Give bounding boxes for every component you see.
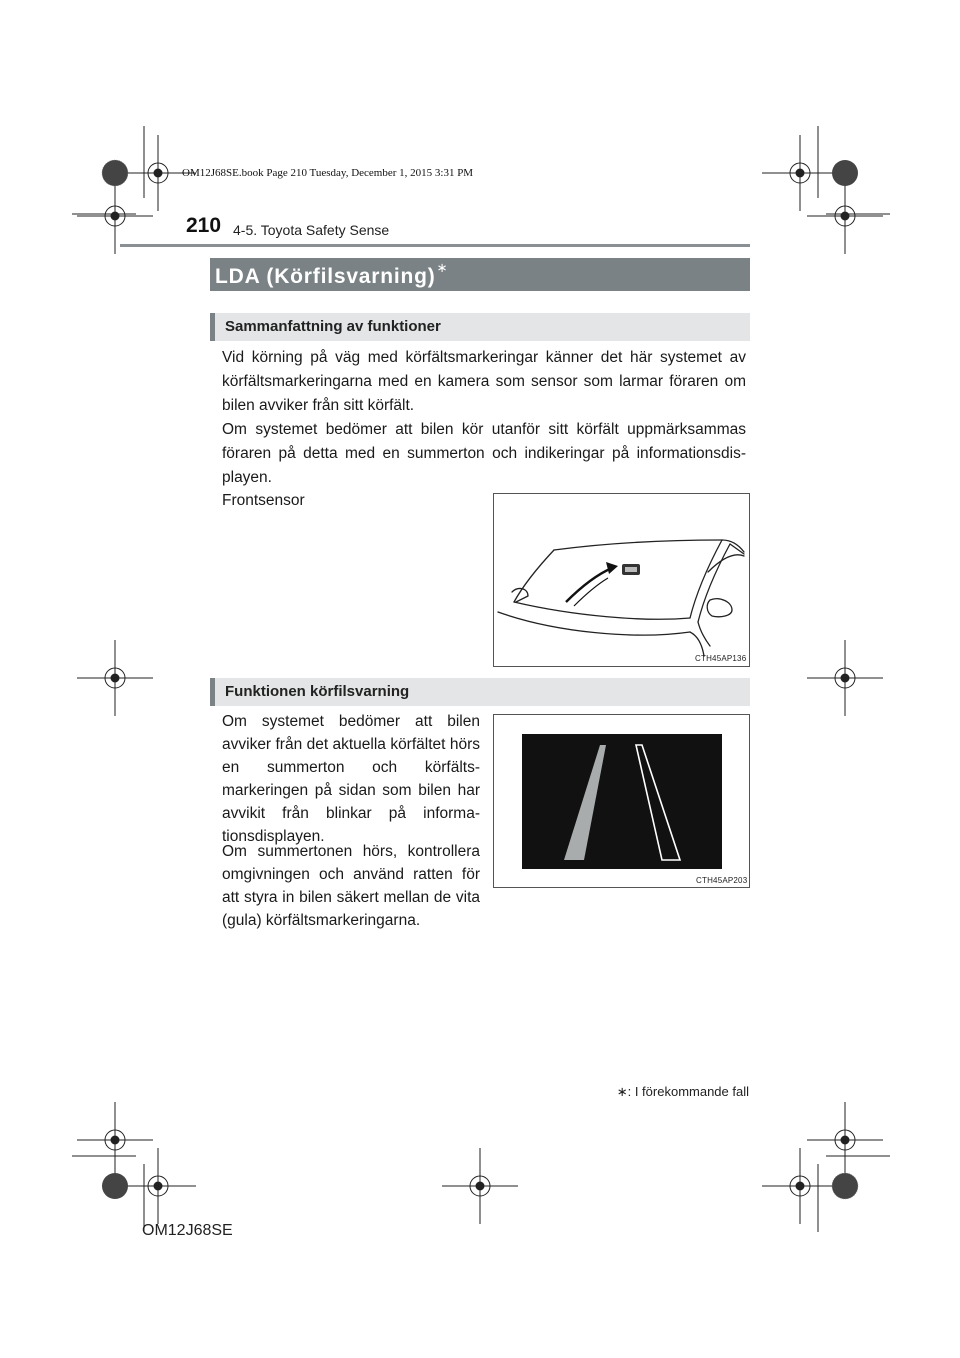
footnote-text: : I förekommande fall xyxy=(627,1084,749,1099)
windshield-figure xyxy=(493,493,750,667)
figure2-code: CTH45AP203 xyxy=(696,876,748,885)
lane-display-figure xyxy=(493,714,750,888)
main-title-text: LDA (Körfilsvarning) xyxy=(215,265,436,288)
figure1-code: CTH45AP136 xyxy=(695,654,747,663)
page-number: 210 xyxy=(186,214,222,237)
footnote-asterisk: ∗ xyxy=(616,1084,628,1099)
section1-paragraph1: Vid körning på väg med körfältsmarkeringar känner det här systemet av körfältsmarkeringarna med en kamera som sensor som larmar föraren om bilen avviker från sitt körfält. xyxy=(222,349,746,414)
section-label: 4-5. Toyota Safety Sense xyxy=(233,222,390,238)
footnote xyxy=(560,1084,749,1100)
heading-accent xyxy=(210,678,215,706)
header-rule xyxy=(120,244,750,247)
main-title-asterisk: ∗ xyxy=(436,260,449,275)
section2-heading: Funktionen körfilsvarning xyxy=(225,683,410,700)
heading-accent xyxy=(210,313,215,341)
section2-heading-bar xyxy=(210,678,750,706)
windshield-camera-icon xyxy=(494,494,749,666)
section2-paragraph1: Om systemet bedömer att bilen avviker från det aktuella körfältet hörs en summerton och körfälts-markeringen på sidan som bilen har avvikit från blinkar på informa-tionsdisplayen. xyxy=(222,713,480,845)
display-panel xyxy=(522,734,722,869)
section1-paragraph2: Om systemet bedömer att bilen kör utanför sitt körfält uppmärksammas föraren på detta med en summerton och indikeringar på informationsdis-playen. xyxy=(222,421,746,486)
main-title xyxy=(215,260,449,289)
footer-code: OM12J68SE xyxy=(142,1222,233,1239)
lane-display-icon xyxy=(494,715,749,887)
book-info-line: OM12J68SE.book Page 210 Tuesday, December 1, 2015 3:31 PM xyxy=(182,167,474,179)
section2-paragraph2: Om summertonen hörs, kontrollera omgivningen och använd ratten för att styra in bilen säkert mellan de vita (gula) körfältsmarkeringarna. xyxy=(222,843,480,929)
section1-heading-bar xyxy=(210,313,750,341)
sensor-label: Frontsensor xyxy=(222,492,305,509)
section1-heading: Sammanfattning av funktioner xyxy=(225,318,441,335)
